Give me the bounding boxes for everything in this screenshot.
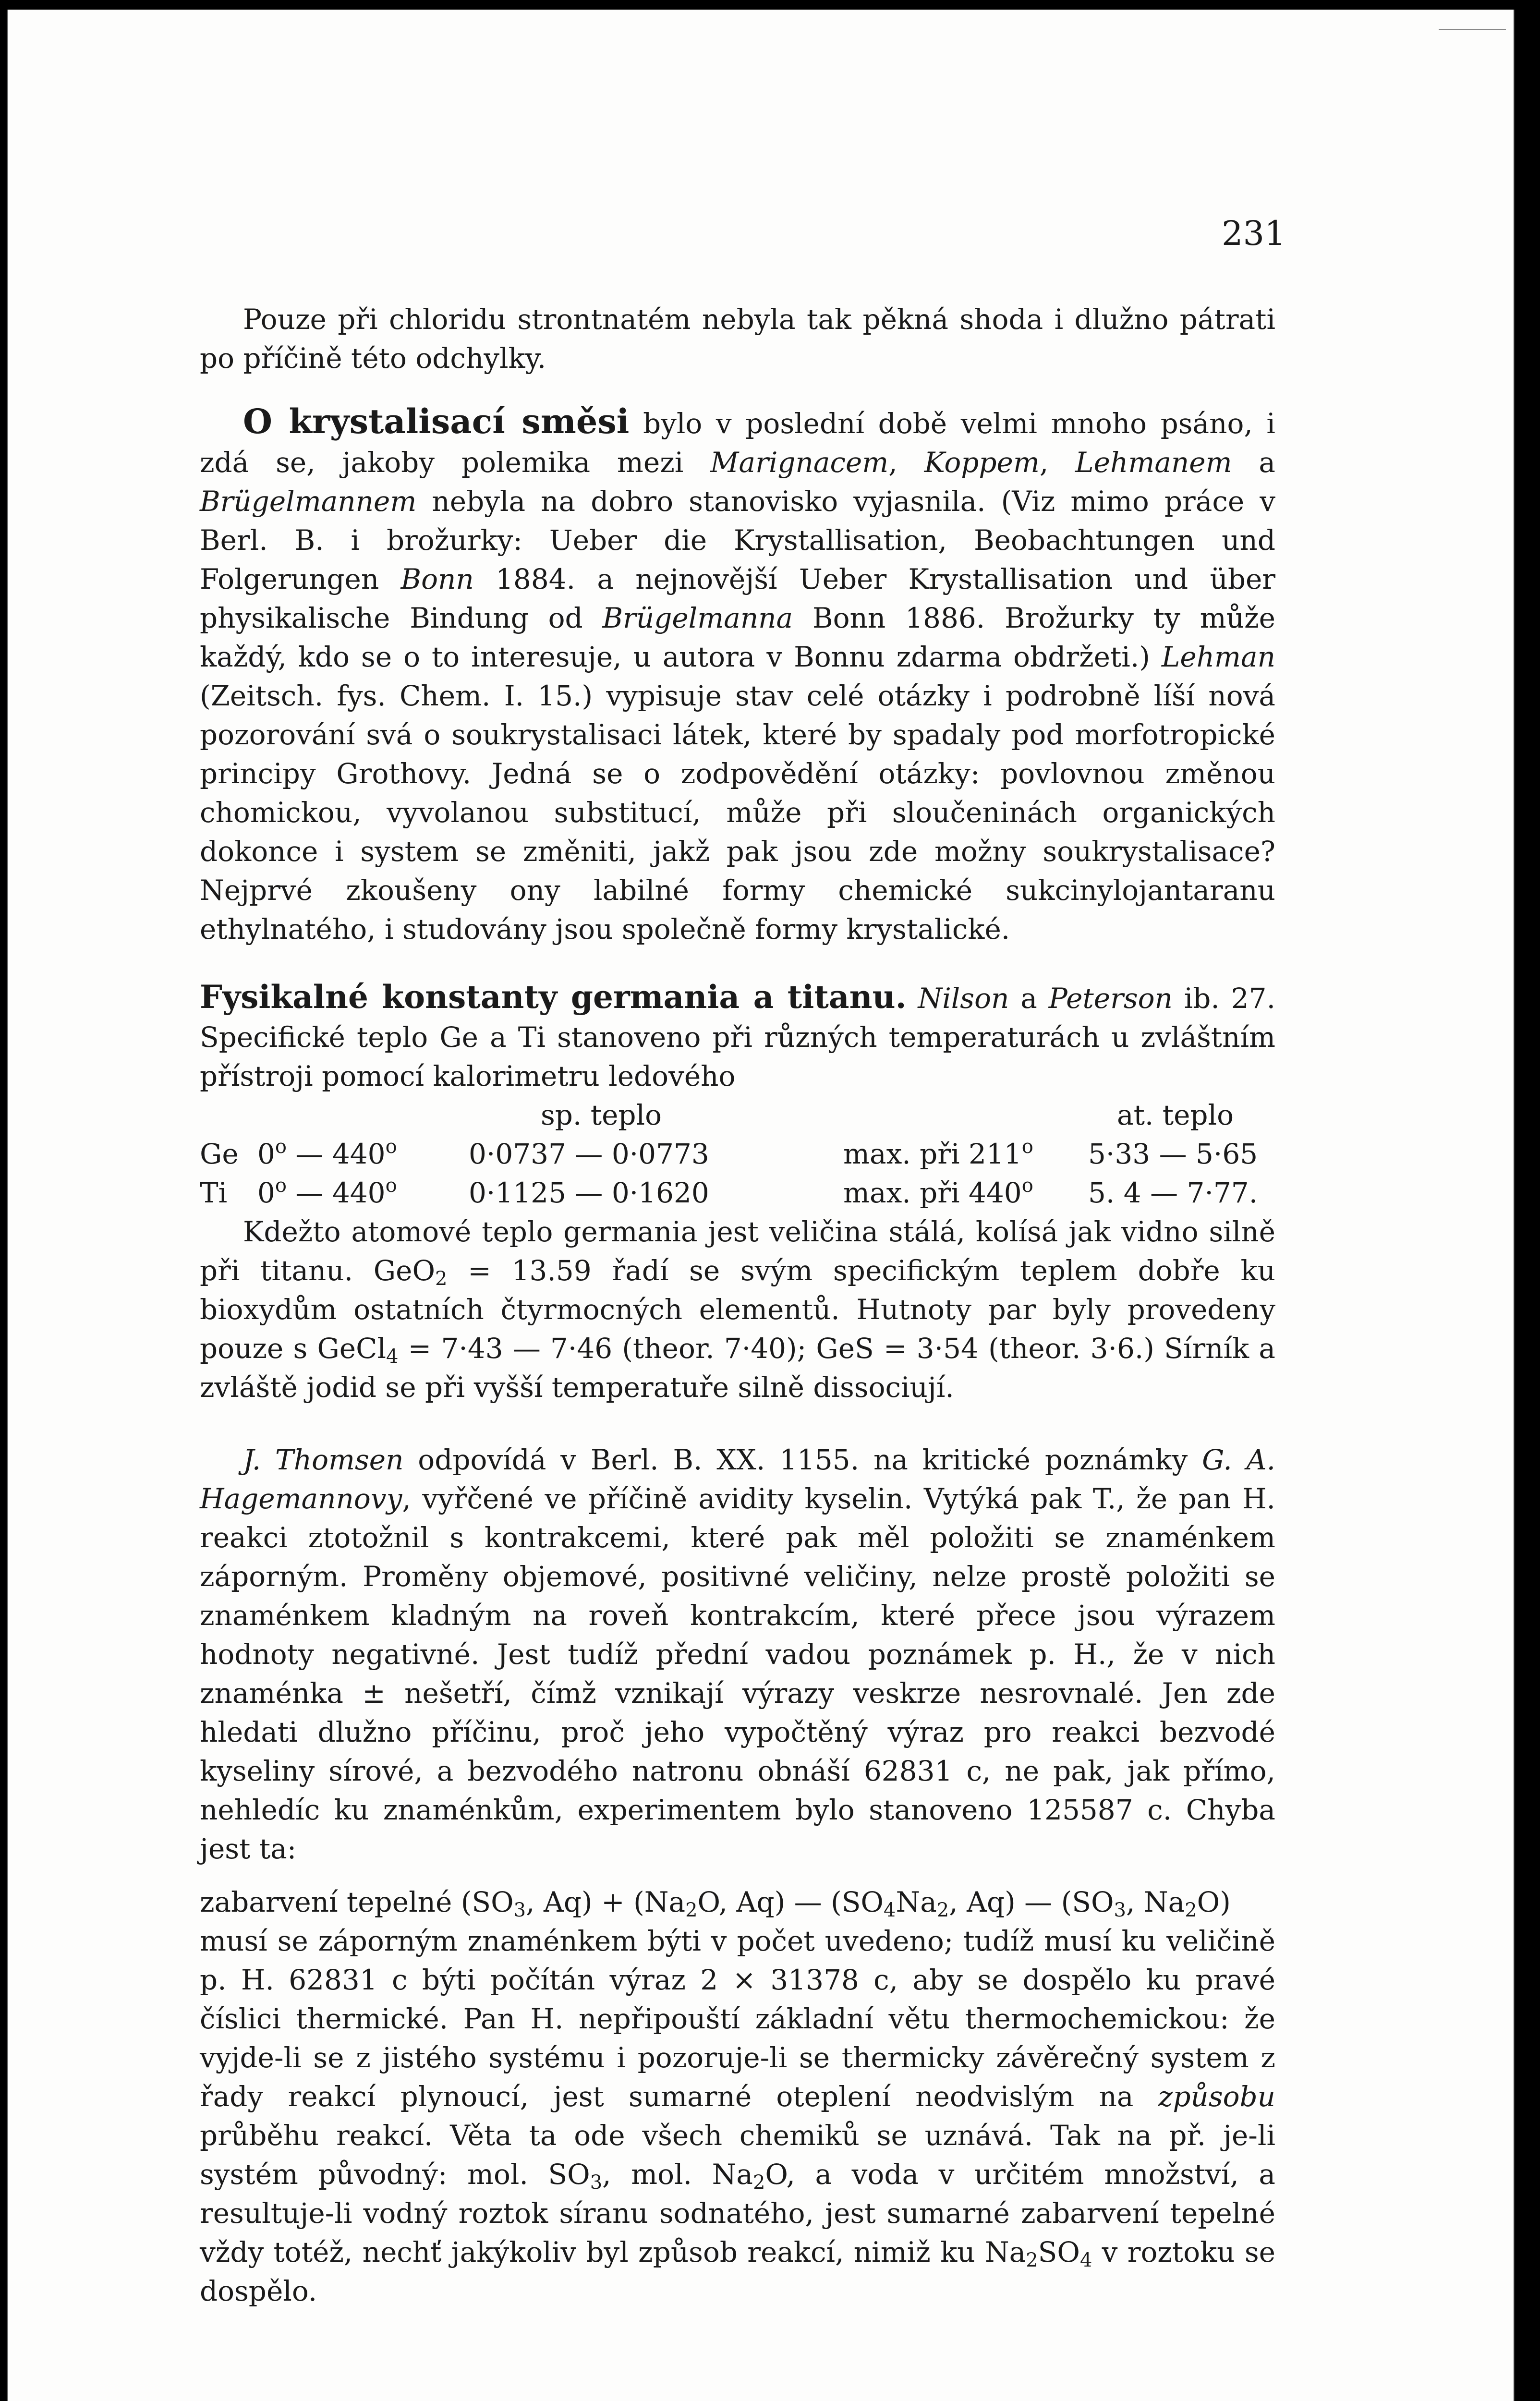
spacer <box>200 1868 1275 1883</box>
section-heading-crystallisation: O krystalisací směsi <box>243 401 630 441</box>
paragraph-germanium-titanium: Fysikalné konstanty germania a titanu. Nilson a Peterson ib. 27. Specifické teplo Ge a Ti stanoveno při různých temperaturách u zvláštním přístroji pomocí kalorimetru ledového <box>200 978 1276 1092</box>
paragraph-atomic-heat: Kdežto atomové teplo germania jest veličina stálá, kolísá jak vidno silně při titanu. GeO$_2$ = 13.59 řadí se svým specifickým teplem dobře ku bioxydům ostatních čtyrmocných elementů. Hutnoty par byly provedeny pouze s GeCl$_4$ = 7·43 — 7·46 (theor. 7·40); GeS = 3·54 (theor. 3·6.) Sírník a zvláště jodid se při vyšší temperatuře silně dissociují. <box>200 1215 1276 1404</box>
reaction-formula: zabarvení tepelné ($SO_3$, $Aq) + (Na_2O$, Aq) — ($SO_4Na_2$, Aq) — ($SO_3$, $Na_2O$) <box>200 1886 1231 1921</box>
author-kopp: Koppem <box>924 446 1040 479</box>
specific-heat-table <box>200 1096 1258 1213</box>
text-body <box>200 300 1275 2311</box>
scan-edge-mark <box>1439 29 1506 40</box>
section-heading-constants: Fysikalné konstanty germania a titanu. <box>200 978 907 1016</box>
scanned-page <box>7 10 1515 2401</box>
paragraph-thomsen: J. Thomsen odpovídá v Berl. B. XX. 1155. na kritické poznámky G. A. Hagemannovy, vyřčené ve příčině avidity kyselin. Vytýká pak T., že pan H. reakci ztotožnil s kontrakcemi, které pak měl položiti se znaménkem záporným. Proměny objemové, positivné veličiny, nelze prostě položiti se znaménkem kladným na roveň kontrakcím, které přece jsou výrazem hodnoty negativné. Jest tudíž přední vadou poznámek p. H., že v nich znaménka ± nešetří, čímž vznikají výrazy veskrze nesrovnalé. Jen zde hledati dlužno příčinu, proč jeho vypočtěný výraz pro reakci bezvodé kyseliny sírové, a bezvodého natronu obnáší 62831 c, ne pak, jak přímo, nehledíc ku znaménkům, experimentem bylo stanoveno 125587 c. Chyba jest ta: <box>200 1443 1276 1865</box>
header-atomic-heat: at. teplo <box>1117 1099 1234 1131</box>
page-number: 231 <box>1222 214 1286 253</box>
spacer <box>200 949 1275 978</box>
table-row: Ge 0$^o$ — 440$^o$ 0·0737 — 0·0773 max. při 211$^o$ 5·33 — 5·65 <box>200 1136 1258 1170</box>
author-brugelmann: Brügelmannem <box>200 485 417 518</box>
header-specific-heat: sp. teplo <box>541 1099 662 1131</box>
spacer <box>200 378 1275 402</box>
spacer <box>200 1407 1275 1441</box>
paragraph-crystallisation: O krystalisací směsi bylo v poslední době velmi mnoho psáno, i zdá se, jakoby polemika mezi Marignacem, Koppem, Lehmanem a Brügelmannem nebyla na dobro stanovisko vyjasnila. (Viz mimo práce v Berl. B. i brožurky: Ueber die Krystallisation, Beobachtungen und Folgerungen Bonn 1884. a nejnovější Ueber Krystallisation und über physikalische Bindung od Brügelmanna Bonn 1886. Brožurky ty může každý, kdo se o to interesuje, u autora v Bonnu zdarma obdržeti.) Lehman (Zeitsch. fys. Chem. I. 15.) vypisuje stav celé otázky i podrobně líší nová pozorování svá o soukrystalisaci látek, které by spadaly pod morfotropické principy Grothovy. Jedná se o zodpovědění otázky: povlovnou změnou chomickou, vyvolanou substitucí, může při sloučeninách organických dokonce i system se změniti, jakž pak jsou zde možny soukrystalisace? Nejprvé zkoušeny ony labilné formy chemické sukcinylojantaranu ethylnatého, i studovány jsou společně formy krystalické. <box>200 401 1276 946</box>
table-row: Ti 0$^o$ — 440$^o$ 0·1125 — 0·1620 max. při 440$^o$ 5. 4 — 7·77. <box>200 1175 1258 1209</box>
paragraph-strontium: Pouze při chloridu strontnatém nebyla tak pěkná shoda i dlužno pátrati po příčině této odchylky. <box>200 303 1275 375</box>
author-marignac: Marignacem <box>710 446 889 479</box>
table-header-row <box>200 1096 1258 1135</box>
author-lehmann: Lehmanem <box>1075 446 1232 479</box>
paragraph-thermochemistry: musí se záporným znaménkem býti v počet uvedeno; tudíž musí ku veličině p. H. 62831 c býti počítán výraz 2 × 31378 c, aby se dospělo ku pravé číslici thermické. Pan H. nepřipouští základní větu thermochemickou: že vyjde-li se z jistého systému i pozoruje-li se thermicky závěrečný system z řady reakcí plynoucí, jest sumarné oteplení neodvislým na způsobu průběhu reakcí. Věta ta ode všech chemiků se uznává. Tak na př. je-li systém původný: mol. $SO_3$, mol. $Na_2O$, a voda v určitém množství, a resultuje-li vodný roztok síranu sodnatého, jest sumarné zabarvení tepelné vždy totéž, nechť jakýkoliv byl způsob reakcí, nimiž ku $Na_2SO_4$ v roztoku se dospělo. <box>200 1925 1276 2307</box>
